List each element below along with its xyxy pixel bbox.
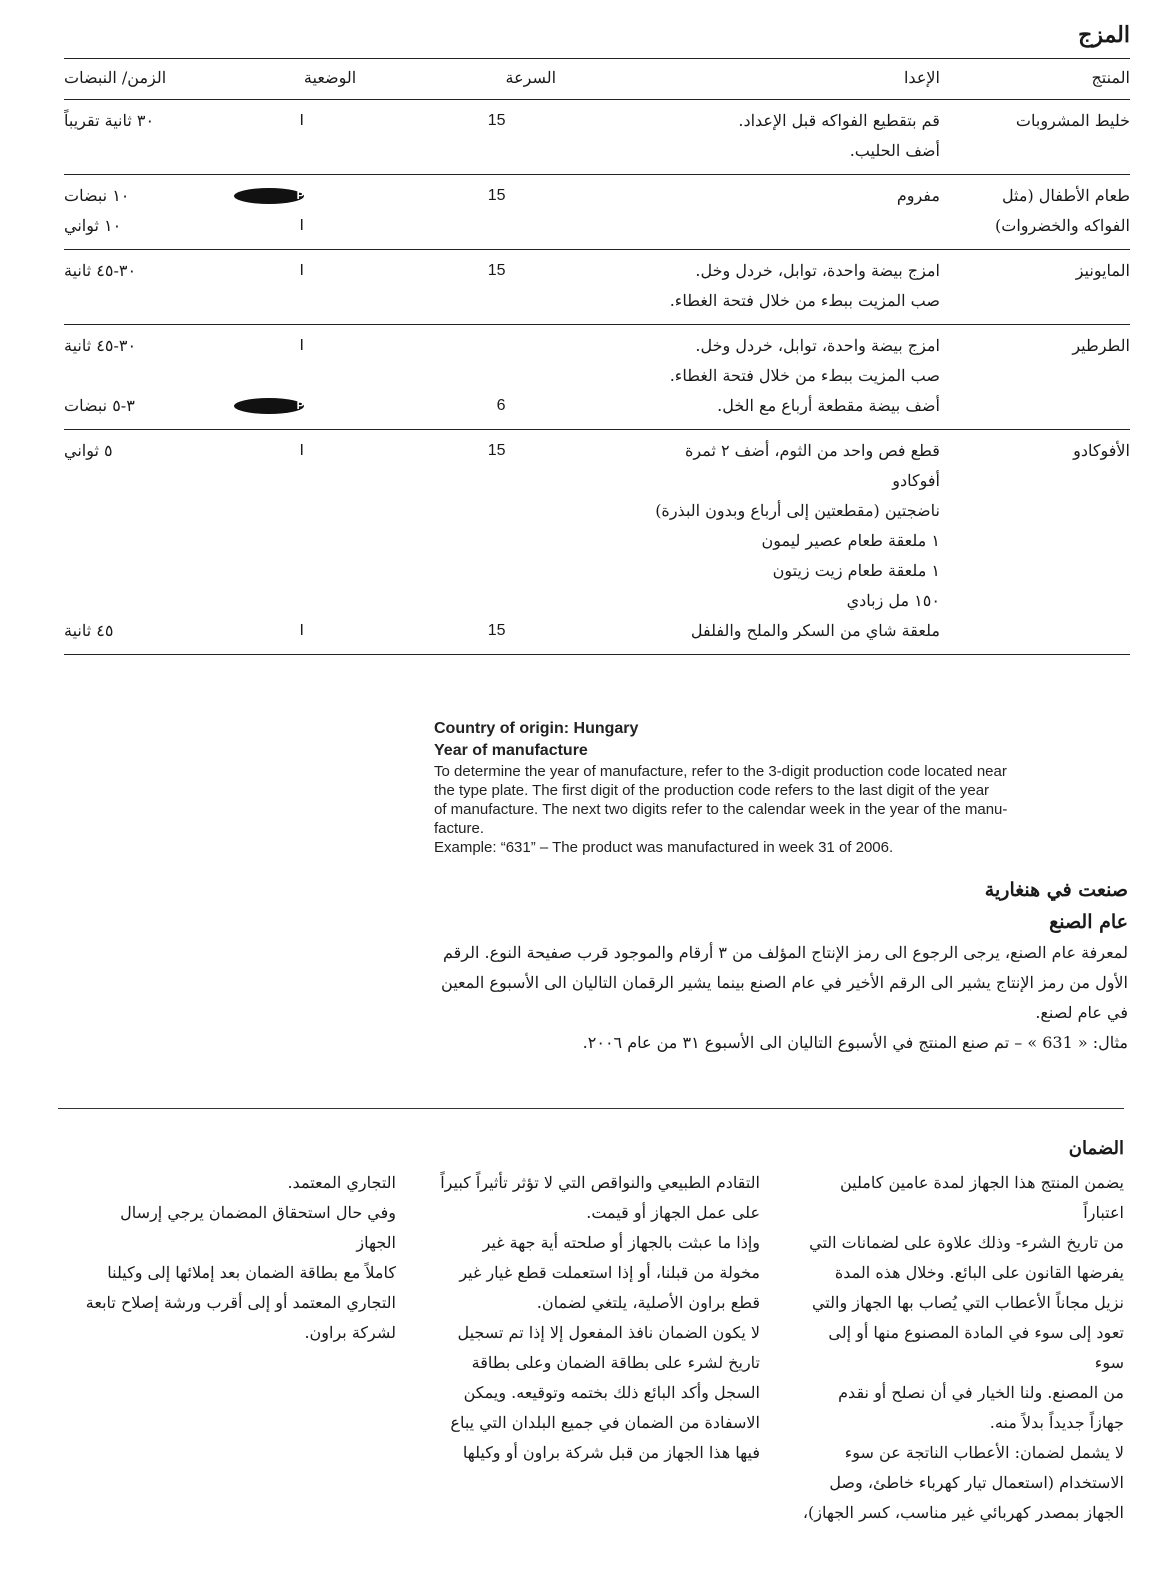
cell-product: الطرطير	[1072, 336, 1130, 355]
warranty-line: مخولة من قبلنا، أو إذا استعملت قطع غيار غير	[459, 1263, 760, 1282]
english-line: of manufacture. The next two digits refer to the calendar week in the year of the manu-	[434, 801, 1008, 818]
position-pulse	[234, 181, 304, 211]
blending-table	[64, 58, 1130, 655]
cell-position	[234, 391, 446, 430]
table-row	[64, 136, 1130, 175]
warranty-line: التقادم الطبيعي والنواقص التي لا تؤثر تأثيراً كبيراً	[440, 1173, 760, 1192]
cell-prep: قطع فص واحد من الثوم، أضف ٢ ثمرة أفوكادو	[685, 441, 940, 490]
cell-time	[64, 556, 234, 586]
header-product: المنتج	[940, 59, 1130, 100]
position-value: I	[299, 112, 304, 129]
cell-product: طعام الأطفال (مثل	[1001, 186, 1130, 205]
english-line: the type plate. The first digit of the production code refers to the last digit of the year	[434, 782, 990, 799]
cell-product	[940, 556, 1130, 586]
warranty-line: وإذا ما عبثت بالجهاز أو صلحته أية جهة غير	[482, 1233, 760, 1252]
cell-position	[234, 496, 446, 526]
arabic-line: لمعرفة عام الصنع، يرجى الرجوع الى رمز الإنتاج المؤلف من ٣ أرقام والموجود قرب صفيحة النوع. الرقم	[442, 943, 1128, 962]
warranty-column-2	[434, 1168, 760, 1468]
warranty-line: من تاريخ الشرء- وذلك علاوة على لضمانات التي	[809, 1233, 1124, 1252]
warranty-line: الاسفادة من الضمان في جميع البلدان التي يباع	[450, 1413, 760, 1432]
position-value: I	[299, 622, 304, 639]
cell-time: ٣-٥ نبضات	[64, 391, 234, 430]
speed-value: 15	[487, 622, 506, 639]
cell-prep: ١ ملعقة طعام زيت زيتون	[772, 561, 940, 580]
warranty-line: جهازاً جديداً بدلاً منه.	[989, 1413, 1124, 1432]
position-pulse	[234, 391, 304, 421]
cell-speed	[446, 556, 656, 586]
table-row	[64, 391, 1130, 430]
warranty-line: لشركة براون.	[304, 1323, 396, 1342]
arabic-year-heading: عام الصنع	[1049, 911, 1128, 933]
cell-product	[940, 586, 1130, 616]
cell-position	[234, 175, 446, 212]
arabic-origin: صنعت في هنغارية	[984, 879, 1128, 901]
table-row	[64, 361, 1130, 391]
cell-product: المايونيز	[1075, 261, 1130, 280]
english-line: facture.	[434, 820, 485, 837]
warranty-line: لا يشمل لضمان: الأعطاب الناتجة عن سوء	[844, 1443, 1124, 1462]
table-row	[64, 586, 1130, 616]
cell-speed	[446, 496, 656, 526]
english-line: Example: “631” – The product was manufactured in week 31 of 2006.	[434, 839, 894, 856]
warranty-line: نزيل مجاناً الأعطاب التي يُصاب بها الجهاز والتي	[811, 1293, 1124, 1312]
english-year-heading: Year of manufacture	[434, 742, 588, 759]
cell-time	[64, 496, 234, 526]
cell-time: ١٠ ثواني	[64, 211, 234, 250]
table-row	[64, 526, 1130, 556]
arabic-line: في عام لصنع.	[1035, 1003, 1128, 1022]
cell-speed	[446, 616, 656, 655]
table-row	[64, 430, 1130, 497]
cell-product	[940, 361, 1130, 391]
warranty-line: قطع براون الأصلية، يلتغي لضمان.	[536, 1293, 760, 1312]
cell-speed	[446, 430, 656, 497]
english-origin-block	[434, 718, 1114, 857]
cell-prep: صب المزيت ببطء من خلال فتحة الغطاء.	[669, 366, 940, 385]
cell-position	[234, 526, 446, 556]
cell-prep: امزج بيضة واحدة، توابل، خردل وخل.	[695, 261, 940, 280]
speed-value: 15	[487, 112, 506, 129]
cell-position	[234, 556, 446, 586]
cell-position	[234, 430, 446, 497]
warranty-line: التجاري المعتمد.	[287, 1173, 396, 1192]
cell-time: ١٠ نبضات	[64, 186, 130, 205]
cell-position	[234, 586, 446, 616]
warranty-line: وفي حال استحقاق المضمان يرجي إرسال الجهاز	[120, 1203, 396, 1252]
cell-position	[234, 211, 446, 250]
speed-value: 15	[487, 442, 506, 459]
position-value: I	[299, 442, 304, 459]
table-row	[64, 175, 1130, 212]
cell-position	[234, 136, 446, 175]
table-row	[64, 100, 1130, 137]
section-divider	[58, 1108, 1124, 1109]
header-position: الوضعية	[234, 59, 446, 100]
cell-product	[940, 286, 1130, 325]
cell-prep: مفروم	[896, 186, 940, 205]
table-row	[64, 556, 1130, 586]
cell-time: ٤٥ ثانية	[64, 616, 234, 655]
cell-speed	[446, 361, 656, 391]
header-prep: الإعدا	[655, 59, 940, 100]
cell-speed	[446, 391, 656, 430]
cell-product	[940, 496, 1130, 526]
cell-position	[234, 616, 446, 655]
cell-time: ٥ ثواني	[64, 441, 113, 460]
position-value: I	[299, 217, 304, 234]
cell-time: ٣٠ ثانية تقريباً	[64, 111, 155, 130]
table-header-row	[64, 59, 1130, 100]
cell-prep	[655, 211, 940, 250]
cell-position	[234, 361, 446, 391]
english-origin: Country of origin: Hungary	[434, 720, 639, 737]
warranty-line: فيها هذا الجهاز من قبل شركة براون أو وكيلها	[462, 1443, 760, 1462]
cell-speed	[446, 100, 656, 137]
cell-speed	[446, 175, 656, 212]
table-body	[64, 100, 1130, 655]
cell-time: ٣٠-٤٥ ثانية	[64, 336, 137, 355]
warranty-line: التجاري المعتمد أو إلى أقرب ورشة إصلاح تابعة	[85, 1293, 396, 1312]
arabic-origin-block	[440, 874, 1128, 1058]
cell-product: خليط المشروبات	[1015, 111, 1130, 130]
table-row	[64, 286, 1130, 325]
cell-prep: ملعقة شاي من السكر والملح والفلفل	[655, 616, 940, 655]
arabic-line: مثال: « 631 » – تم صنع المنتج في الأسبوع التاليان الى الأسبوع ٣١ من عام ٢٠٠٦.	[582, 1033, 1128, 1052]
warranty-line: يفرضها القانون على البائع. وخلال هذه المدة	[834, 1263, 1124, 1282]
cell-product: الأفوكادو	[1073, 441, 1130, 460]
section-title: المزج	[1078, 22, 1130, 48]
cell-position	[234, 100, 446, 137]
cell-speed	[446, 526, 656, 556]
cell-prep: قم بتقطيع الفواكه قبل الإعداد.	[738, 111, 940, 130]
warranty-line: الجهاز بمصدر كهربائي غير مناسب، كسر الجهاز)،	[802, 1503, 1124, 1522]
cell-product	[940, 616, 1130, 655]
cell-position	[234, 286, 446, 325]
cell-prep: أضف بيضة مقطعة أرباع مع الخل.	[655, 391, 940, 430]
position-value: I	[299, 262, 304, 279]
table-row	[64, 496, 1130, 526]
cell-product	[940, 136, 1130, 175]
cell-prep: صب المزيت ببطء من خلال فتحة الغطاء.	[655, 286, 940, 325]
cell-speed	[446, 325, 656, 362]
cell-prep: أضف الحليب.	[655, 136, 940, 175]
table-row	[64, 250, 1130, 287]
cell-prep: ١٥٠ مل زبادي	[846, 591, 940, 610]
warranty-line: تعود إلى سوء في المادة المصنوع منها أو إلى سوء	[828, 1323, 1124, 1372]
warranty-line: على عمل الجهاز أو قيمت.	[586, 1203, 760, 1222]
warranty-title: الضمان	[1068, 1138, 1124, 1159]
cell-speed	[446, 250, 656, 287]
table-row	[64, 211, 1130, 250]
cell-product	[940, 526, 1130, 556]
speed-value: 15	[487, 262, 506, 279]
cell-time	[64, 286, 234, 325]
arabic-line: الأول من رمز الإنتاج يشير الى الرقم الأخير في عام الصنع بينما يشير الرقمان التاليان الى الأسبوع المعين	[441, 973, 1128, 992]
cell-time	[64, 586, 234, 616]
cell-prep: امزج بيضة واحدة، توابل، خردل وخل.	[695, 336, 940, 355]
cell-time: ٣٠-٤٥ ثانية	[64, 261, 137, 280]
pulse-icon: P	[234, 398, 304, 414]
pulse-icon: P	[234, 188, 304, 204]
warranty-column-1	[798, 1168, 1124, 1528]
cell-speed	[446, 136, 656, 175]
cell-speed	[446, 286, 656, 325]
cell-time	[64, 361, 234, 391]
header-speed: السرعة	[446, 59, 656, 100]
warranty-line: من المصنع. ولنا الخيار في أن نصلح أو نقدم	[838, 1383, 1124, 1402]
warranty-column-3	[80, 1168, 396, 1348]
position-value: I	[299, 337, 304, 354]
cell-speed	[446, 211, 656, 250]
header-time: الزمن/ النبضات	[64, 59, 234, 100]
warranty-line: يضمن المنتج هذا الجهاز لمدة عامين كاملين اعتباراً	[839, 1173, 1124, 1222]
cell-time	[64, 136, 234, 175]
table-row	[64, 325, 1130, 362]
cell-speed	[446, 586, 656, 616]
cell-position	[234, 250, 446, 287]
cell-prep: ١ ملعقة طعام عصير ليمون	[761, 531, 940, 550]
cell-product: الفواكه والخضروات)	[940, 211, 1130, 250]
cell-position	[234, 325, 446, 362]
english-line: To determine the year of manufacture, refer to the 3-digit production code located near	[434, 763, 1007, 780]
warranty-line: تاريخ لشرء على بطاقة الضمان وعلى بطاقة	[471, 1353, 760, 1372]
cell-time	[64, 526, 234, 556]
speed-value: 6	[496, 397, 506, 414]
table-row	[64, 616, 1130, 655]
warranty-line: السجل وأكد البائع ذلك بختمه وتوقيعه. ويمكن	[463, 1383, 760, 1402]
warranty-line: لا يكون الضمان نافذ المفعول إلا إذا تم تسجيل	[457, 1323, 760, 1342]
warranty-line: الاستخدام (استعمال تيار كهرباء خاطئ، وصل	[829, 1473, 1124, 1492]
speed-value: 15	[487, 187, 506, 204]
warranty-line: كاملاً مع بطاقة الضمان بعد إملائها إلى وكيلنا	[107, 1263, 396, 1282]
cell-prep: ناضجتين (مقطعتين إلى أرباع وبدون البذرة)	[655, 501, 940, 520]
cell-product	[940, 391, 1130, 430]
